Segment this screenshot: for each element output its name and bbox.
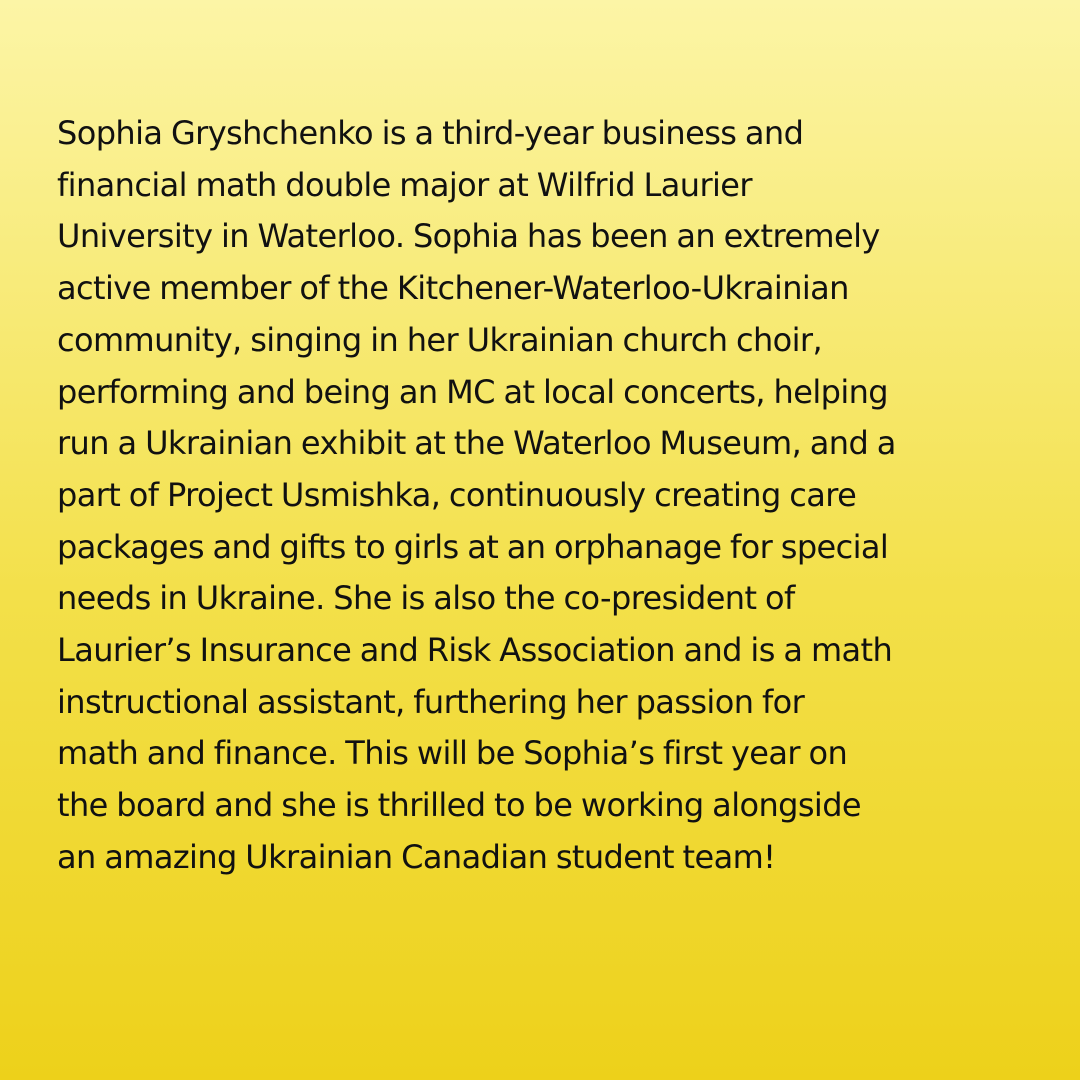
bio-line: community, singing in her Ukrainian church choir, [57,320,823,359]
bio-line: the board and she is thrilled to be working alongside [57,786,862,825]
bio-line: instructional assistant, furthering her passion for [57,682,805,721]
bio-line: math and finance. This will be Sophia’s first year on [57,734,848,773]
bio-line: an amazing Ukrainian Canadian student team! [57,837,776,876]
bio-line: part of Project Usmishka, continuously creating care [57,475,857,514]
bio-line: performing and being an MC at local concerts, helping [57,372,889,411]
bio-line: run a Ukrainian exhibit at the Waterloo Museum, and a [57,424,896,463]
bio-line: University in Waterloo. Sophia has been an extremely [57,217,880,256]
bio-line: needs in Ukraine. She is also the co-president of [57,579,795,618]
bio-line: Sophia Gryshchenko is a third-year business and [57,114,804,152]
bio-line: Laurier’s Insurance and Risk Association and is a math [57,631,893,670]
bio-line: packages and gifts to girls at an orphanage for special [57,527,889,566]
bio-paragraph [57,108,1047,884]
bio-line: active member of the Kitchener-Waterloo-Ukrainian [57,269,849,308]
bio-line: financial math double major at Wilfrid Laurier [57,165,752,204]
